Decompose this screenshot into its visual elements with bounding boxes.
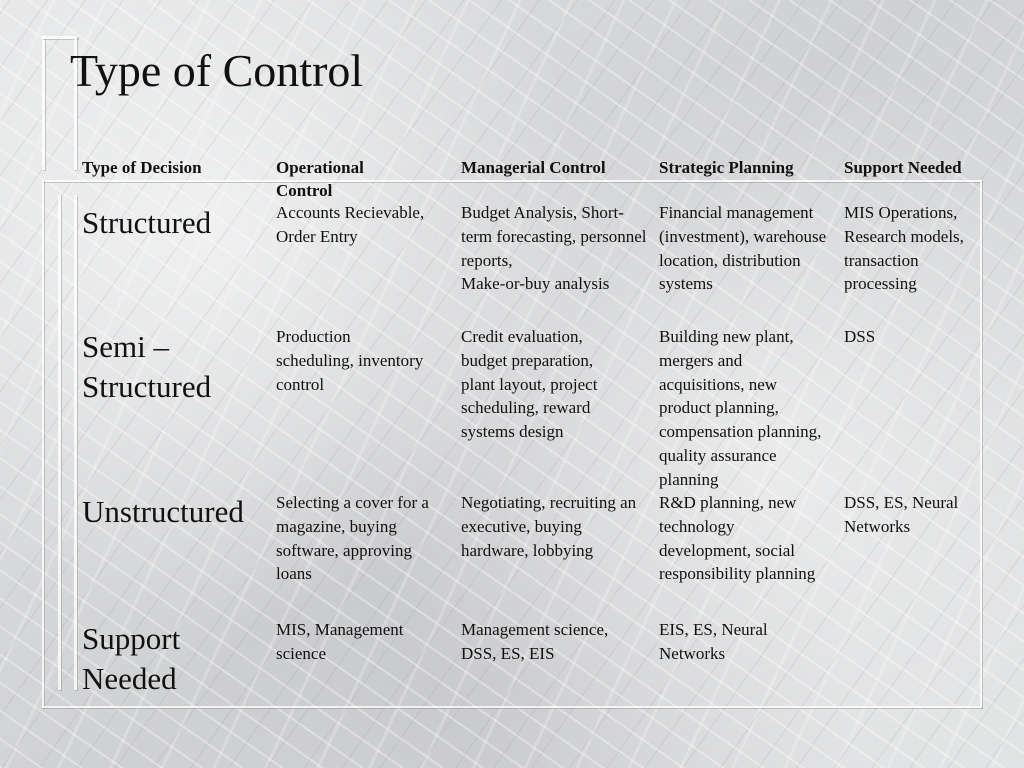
header-type-of-decision: Type of Decision: [82, 158, 202, 177]
cell-semi-structured-support: DSS: [844, 327, 876, 346]
cell-structured-operational: Accounts Recievable, Order Entry: [276, 203, 425, 246]
cell-structured-strategic: Financial management (investment), warehouse location, distribution systems: [659, 203, 827, 294]
cell-support-strategic: EIS, ES, Neural Networks: [659, 620, 768, 663]
cell-structured-support: MIS Operations, Research models, transaction processing: [844, 203, 964, 294]
row-label-support-needed: Support Needed: [82, 621, 181, 696]
cell-unstructured-support: DSS, ES, Neural Networks: [844, 493, 959, 536]
cell-unstructured-strategic: R&D planning, new technology development, social responsibility planning: [659, 493, 816, 584]
cell-semi-structured-operational: Production scheduling, inventory control: [276, 327, 424, 394]
row-label-unstructured: Unstructured: [82, 494, 244, 529]
slide-title: Type of Control: [70, 45, 364, 96]
cell-support-managerial: Management science, DSS, ES, EIS: [461, 620, 609, 663]
cell-semi-structured-managerial: Credit evaluation, budget preparation, plant layout, project scheduling, reward systems design: [461, 327, 598, 442]
row-label-semi-structured: Semi – Structured: [82, 329, 212, 404]
cell-support-operational: MIS, Management science: [276, 620, 404, 663]
header-managerial-control: Managerial Control: [461, 158, 606, 177]
header-support-needed: Support Needed: [844, 158, 962, 177]
cell-semi-structured-strategic: Building new plant, mergers and acquisitions, new product planning, compensation planning, quality assurance planning: [659, 327, 822, 489]
cell-unstructured-operational: Selecting a cover for a magazine, buying software, approving loans: [276, 493, 429, 584]
row-label-structured: Structured: [82, 205, 212, 240]
cell-structured-managerial: Budget Analysis, Short-term forecasting, personnel reports, Make-or-buy analysis: [461, 203, 647, 294]
header-operational-control: Operational Control: [276, 158, 364, 200]
header-strategic-planning: Strategic Planning: [659, 158, 794, 177]
cell-unstructured-managerial: Negotiating, recruiting an executive, buying hardware, lobbying: [461, 493, 637, 560]
